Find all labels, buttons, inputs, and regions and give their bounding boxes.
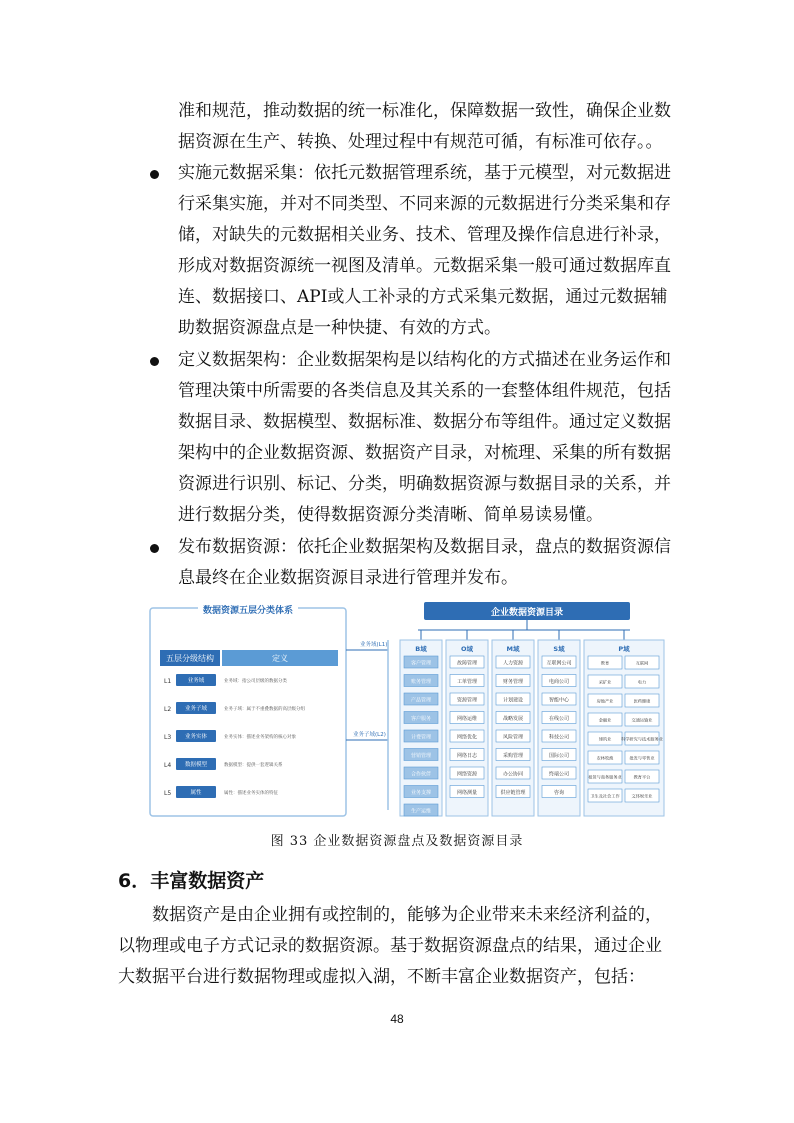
domain-item: 科技公司: [548, 734, 570, 741]
domain-item: 终端公司: [548, 771, 570, 778]
domain-item: 网络运维: [456, 716, 478, 722]
domain-item: 国际公司: [548, 753, 570, 759]
level-name: 属性: [190, 790, 202, 796]
domain-item: 资源管理: [456, 697, 478, 704]
domain-item: 供应链管理: [500, 790, 526, 796]
page-number: 48: [390, 1012, 404, 1026]
domain-item: 科学研究与技术服务业: [621, 736, 663, 742]
level-name: 数据模型: [184, 762, 208, 768]
section-body: 数据资产是由企业拥有或控制的，能够为企业带来未来经济利益的，以物理或电子方式记录的数据资源。基于数据资源盘点的结果，通过企业大数据平台进行数据物理或虚拟入湖，不断丰富企业数据资产，包括：: [118, 905, 662, 987]
bullet-icon: [150, 544, 159, 553]
domain-item: 账务管理: [410, 679, 432, 685]
paragraph-continuation: 准和规范，推动数据的统一标准化，保障数据一致性，确保企业数据资源在生产、转换、处理过程中有规范可循，有标准可依存。。: [178, 101, 671, 152]
left-header-definition: 定义: [272, 654, 288, 663]
level-code: L2: [164, 706, 172, 713]
level-desc: 业务子域：属于不重叠数据的高层级分组: [224, 707, 305, 712]
domain-item: 电力: [637, 679, 647, 685]
domain-item: 农林牧渔: [596, 755, 614, 761]
bullet-icon: [150, 357, 159, 366]
domain-item: 建筑业: [598, 736, 612, 742]
level-desc: 数据模型：提供一套逻辑关系: [224, 763, 283, 768]
level-code: L4: [164, 762, 172, 769]
domain-item: 教育平台: [633, 774, 651, 780]
figure-diagram: [148, 600, 668, 822]
domain-name: S域: [553, 645, 565, 653]
domain-item: 卫生及社会工作: [590, 793, 620, 799]
figure-caption: 图 33 企业数据资源盘点及数据资源目录: [270, 834, 524, 849]
domain-item: 财务管理: [502, 679, 524, 685]
domain-item: 工单管理: [456, 679, 478, 685]
domain-item: 人力资源: [502, 660, 524, 667]
domain-item: 咨询: [553, 790, 565, 796]
domain-name: O域: [460, 645, 474, 653]
level-desc: 业务域：指公司层级的数据分类: [224, 679, 287, 684]
section-heading: 6．丰富数据资产: [118, 870, 265, 892]
bullet-icon: [150, 170, 159, 179]
domain-item: 网络日志: [456, 753, 478, 759]
left-header-level: 五层分级结构: [166, 654, 214, 663]
domain-item: 网络测量: [456, 790, 478, 796]
domain-item: 计划建设: [502, 697, 524, 704]
domain-item: 产品管理: [410, 697, 432, 704]
domain-column: [446, 630, 488, 816]
domain-item: 采矿业: [598, 679, 612, 685]
domain-item: 文体娱乐业: [631, 793, 653, 799]
level-name: 业务子域: [184, 706, 208, 712]
level-name: 业务实体: [184, 734, 208, 740]
bullet-metadata-collection: 实施元数据采集：依托元数据管理系统，基于元模型，对元数据进行采集实施，并对不同类型、不同来源的元数据进行分类采集和存储，对缺失的元数据相关业务、技术、管理及操作信息进行补录，形成对数据资源统一视图及清单。元数据采集一般可通过数据库直连、数据接口、API或人工补录的方式采集元数据，通过元数据辅助数据资源盘点是一种快捷、有效的方式。: [178, 163, 671, 338]
domain-item: 租赁与商务服务业: [588, 774, 622, 780]
domain-item: 合作伙伴: [410, 771, 432, 778]
domain-name: B域: [415, 645, 427, 653]
connector-label-l1: 业务域(L1): [360, 642, 388, 648]
level-name: 业务域: [187, 678, 205, 684]
domain-item: 战略发展: [502, 716, 524, 722]
figure-data-resource-catalog: [148, 600, 668, 822]
right-panel-title: 企业数据资源目录: [490, 608, 564, 618]
domain-name: M域: [506, 645, 520, 653]
left-panel-title: 数据资源五层分类体系: [202, 606, 294, 616]
domain-item: 采购管理: [502, 753, 524, 759]
domain-item: 批发与零售业: [629, 755, 655, 761]
domain-item: 办公协同: [502, 771, 524, 778]
domain-item: 营销管理: [410, 753, 432, 759]
domain-item: 互联网: [635, 660, 649, 666]
level-desc: 属性：描述业务实体的特征: [224, 791, 278, 796]
domain-item: 计费管理: [410, 734, 432, 741]
domain-item: 电商公司: [548, 679, 570, 685]
domain-item: 互联网公司: [546, 660, 572, 667]
level-code: L1: [164, 678, 172, 685]
domain-item: 业务支撑: [410, 790, 432, 796]
domain-item: 在线公司: [548, 716, 570, 722]
domain-item: 智能中心: [548, 697, 570, 704]
domain-item: 金融业: [598, 717, 612, 723]
domain-item: 故障管理: [456, 660, 478, 667]
domain-item: 教育: [600, 660, 610, 666]
level-desc: 业务实体：描述业务架构的核心对象: [224, 735, 296, 740]
domain-name: P域: [618, 645, 630, 653]
domain-item: 交通运输业: [631, 717, 653, 723]
domain-column: [584, 630, 664, 816]
level-code: L5: [164, 790, 172, 797]
connector: [346, 640, 388, 810]
bullet-data-architecture: 定义数据架构：企业数据架构是以结构化的方式描述在业务运作和管理决策中所需要的各类信息及其关系的一套整体组件规范，包括数据目录、数据模型、数据标准、数据分布等组件。通过定义数据架构中的企业数据资源、数据资产目录，对梳理、采集的所有数据资源进行识别、标记、分类，明确数据资源与数据目录的关系，并进行数据分类，使得数据资源分类清晰、简单易读易懂。: [178, 350, 671, 525]
domain-column: [538, 630, 580, 816]
domain-item: 生产运维: [410, 808, 432, 815]
domain-item: 医药健康: [633, 698, 651, 704]
level-code: L3: [164, 734, 172, 741]
bullet-publish-resources: 发布数据资源：依托企业数据架构及数据目录，盘点的数据资源信息最终在企业数据资源目录进行管理并发布。: [178, 537, 671, 588]
domain-item: 风险管理: [502, 734, 524, 741]
domain-column: [400, 630, 442, 816]
domain-item: 网络优化: [456, 734, 478, 741]
domain-item: 客户管理: [410, 660, 432, 667]
connector-label-l2: 业务子域(L2): [353, 732, 386, 738]
domain-item: 网络资源: [456, 771, 478, 778]
domain-column: [492, 630, 534, 816]
domain-item: 客户服务: [410, 716, 432, 722]
domain-item: 房地产业: [596, 698, 614, 704]
